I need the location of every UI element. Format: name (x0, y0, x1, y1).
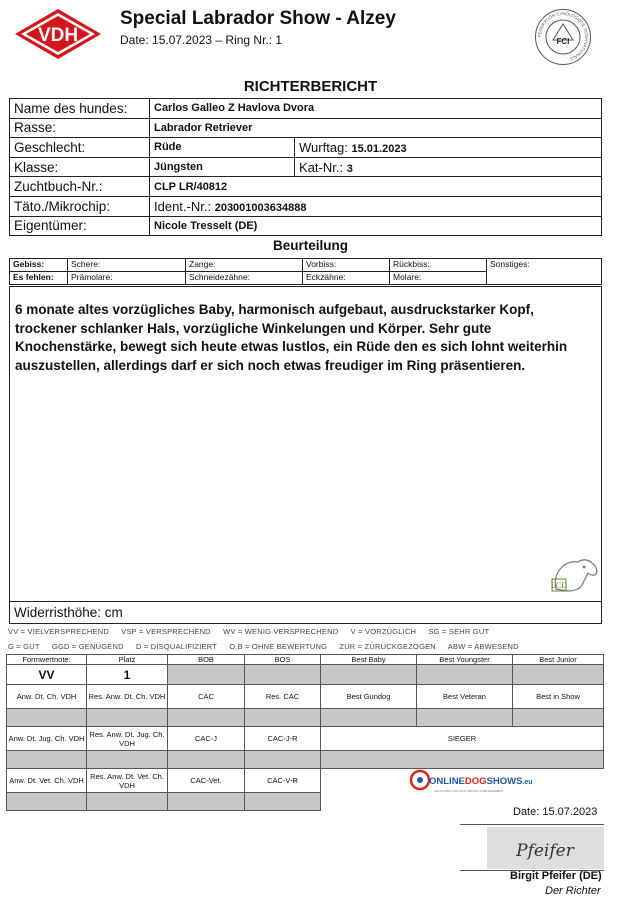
vdh-logo (14, 8, 102, 60)
table-row (10, 157, 602, 177)
header-cell: Best Baby (321, 655, 417, 665)
award-cell: Anw. Dt. Vet. Ch. VDH (7, 769, 87, 793)
other-cell: Sonstiges: (487, 259, 602, 285)
header-cell: Best Junior (513, 655, 604, 665)
cat-value: 3 (346, 162, 353, 175)
report-title: RICHTERBERICHT (243, 78, 378, 95)
ident-label: Ident.-Nr.: (154, 198, 212, 214)
award-cell: Anw. Dt. Jug. Ch. VDH (7, 727, 87, 751)
fci-logo (534, 8, 592, 66)
signature-line (460, 824, 604, 825)
withers-height: Widerristhöhe: cm (10, 601, 601, 623)
studbook-label: Zuchtbuch-Nr.: (10, 177, 150, 197)
sex-value: Rüde (150, 138, 295, 158)
empty-cell (245, 665, 321, 685)
ods-tagline: SOLUTIONS FOR DOG SHOWS & MANAGEMENT (434, 789, 504, 793)
empty-cell (7, 751, 87, 769)
ods-logo-text: ONLINEDOGSHOWS.eu (429, 776, 533, 787)
teeth-cell: Schere: (68, 259, 186, 272)
table-row (7, 685, 604, 709)
legend-item: D = DISQUALIFIZIERT (136, 642, 217, 651)
table-row (10, 177, 602, 197)
teeth-cell: Gebiss: (10, 259, 68, 272)
award-cell: CAC-J-R (245, 727, 321, 751)
legend-item: VSP = VERSPRECHEND (121, 627, 211, 636)
table-row (10, 259, 602, 272)
teeth-cell: Vorbiss: (303, 259, 390, 272)
award-cell: Res. Anw. Dt. Jug. Ch. VDH (87, 727, 168, 751)
award-cell: CAC (168, 685, 245, 709)
breed-label: Rasse: (10, 118, 150, 138)
empty-cell (417, 665, 513, 685)
award-cell: CAC-V-R (245, 769, 321, 793)
fci-logo-text: FCI (556, 37, 570, 46)
teeth-cell: Eckzähne: (303, 272, 390, 285)
award-cell: Best in Show (513, 685, 604, 709)
litter-value: 15.01.2023 (351, 142, 407, 155)
empty-cell (168, 793, 245, 811)
empty-cell (513, 709, 604, 727)
place-value: 1 (87, 665, 168, 685)
empty-cell (87, 751, 168, 769)
litter-label: Wurftag: (299, 139, 348, 155)
legend-item: ZUR = ZÜRÜCKGEZOGEN (339, 642, 436, 651)
header-cell: Best Youngster (417, 655, 513, 665)
signature-image (487, 827, 604, 869)
sex-label: Geschlecht: (10, 138, 150, 158)
table-row (7, 709, 604, 727)
class-value: Jüngsten (150, 157, 295, 177)
empty-cell (168, 751, 245, 769)
teeth-cell: Schneidezähne: (186, 272, 303, 285)
report-text: 6 monate altes vorzügliches Baby, harmonisch aufgebaut, ausdruckstarker Kopf, trockener schlanker Hals, vorzügliche Winkelungen und Körper. Sehr gute Knochenstärke, bewegt sich heute etwas lustlos, ein Rüde den es sich lohnt weiterhin auszustellen, allerdings darf er sich noch etwas freudiger im Ring präsentieren. (15, 302, 568, 374)
empty-cell (245, 709, 321, 727)
cat-cell (295, 157, 602, 177)
empty-cell (87, 793, 168, 811)
page-header (0, 0, 621, 70)
teeth-cell: Molare: (390, 272, 487, 285)
award-cell: Anw. Dt. Ch. VDH (7, 685, 87, 709)
table-row (7, 655, 604, 665)
table-row (10, 99, 602, 119)
award-cell: Best Veteran (417, 685, 513, 709)
vdh-logo-text: VDH (37, 25, 79, 46)
header-cell: BOB (168, 655, 245, 665)
dog-head-icon (548, 551, 600, 595)
teeth-cell: Rückbiss: (390, 259, 487, 272)
teeth-cell: Es fehlen: (10, 272, 68, 285)
header-cell: BOS (245, 655, 321, 665)
judge-name: Birgit Pfeifer (DE) (510, 870, 602, 882)
name-value: Carlos Galleo Z Havlova Dvora (150, 99, 602, 119)
owner-label: Eigentümer: (10, 216, 150, 236)
class-label: Klasse: (10, 157, 150, 177)
table-row (7, 665, 604, 685)
award-cell: Res. Anw. Dt. Ch. VDH (87, 685, 168, 709)
empty-cell (245, 793, 321, 811)
empty-cell (7, 793, 87, 811)
table-row (7, 751, 604, 769)
legend-item: WV = WENIG VERSPRECHEND (223, 627, 339, 636)
cat-label: Kat-Nr.: (299, 159, 344, 175)
award-cell: CAC-Vet. (168, 769, 245, 793)
signature-handwriting: Pfeifer (516, 841, 574, 861)
legend-item: VV = VIELVERSPRECHEND (8, 627, 109, 636)
legend-item: V = VORZÜGLICH (350, 627, 417, 636)
legend-item: O.B = OHNE BEWERTUNG (229, 642, 328, 651)
dog-info-table (9, 98, 602, 236)
table-row (10, 138, 602, 158)
empty-cell (245, 751, 321, 769)
signature-date: Date: 15.07.2023 (513, 806, 598, 818)
show-subtitle: Date: 15.07.2023 – Ring Nr.: 1 (120, 33, 283, 47)
teeth-table (9, 258, 602, 285)
litter-cell (295, 138, 602, 158)
empty-cell (417, 709, 513, 727)
teeth-cell: Zange: (186, 259, 303, 272)
assessment-title: Beurteilung (272, 238, 348, 253)
fci-ring-text: FEDERATION CYNOLOGIQUE INTERNATIONALE (536, 10, 590, 62)
legend-item: SG = SEHR GUT (428, 627, 490, 636)
tattoo-label: Täto./Mikrochip: (10, 196, 150, 216)
ident-value: 203001003634888 (214, 201, 307, 214)
table-row (10, 216, 602, 236)
name-label: Name des hundes: (10, 99, 150, 119)
table-row (10, 118, 602, 138)
svg-text:LCD: LCD (551, 581, 567, 590)
table-row (7, 727, 604, 751)
owner-value: Nicole Tresselt (DE) (150, 216, 602, 236)
grade-legend-2 (8, 642, 529, 651)
empty-cell (513, 665, 604, 685)
legend-item: G = GUT (8, 642, 40, 651)
legend-item: GGD = GENÜGEND (51, 642, 124, 651)
header-cell: Formwertnote: (7, 655, 87, 665)
judge-role: Der Richter (545, 885, 601, 897)
onlinedogshows-logo (410, 768, 533, 796)
table-row (10, 196, 602, 216)
grade-legend-1 (8, 627, 499, 636)
award-cell: Res. Anw. Dt. Vet. Ch. VDH (87, 769, 168, 793)
report-box (9, 286, 602, 624)
header-cell: Platz (87, 655, 168, 665)
ident-cell (150, 196, 602, 216)
show-title: Special Labrador Show - Alzey (120, 8, 396, 29)
empty-cell (87, 709, 168, 727)
empty-cell (168, 709, 245, 727)
award-cell: Best Gundog (321, 685, 417, 709)
legend-item: ABW = ABWESEND (447, 642, 519, 651)
award-cell: SIEGER (321, 727, 604, 751)
grade-value: VV (7, 665, 87, 685)
award-cell: Res. CAC (245, 685, 321, 709)
empty-cell (321, 709, 417, 727)
award-cell: CAC-J (168, 727, 245, 751)
empty-cell (168, 665, 245, 685)
empty-cell (321, 751, 604, 769)
teeth-cell: Prämolare: (68, 272, 186, 285)
studbook-value: CLP LR/40812 (150, 177, 602, 197)
breed-value: Labrador Retriever (150, 118, 602, 138)
empty-cell (321, 665, 417, 685)
empty-cell (7, 709, 87, 727)
